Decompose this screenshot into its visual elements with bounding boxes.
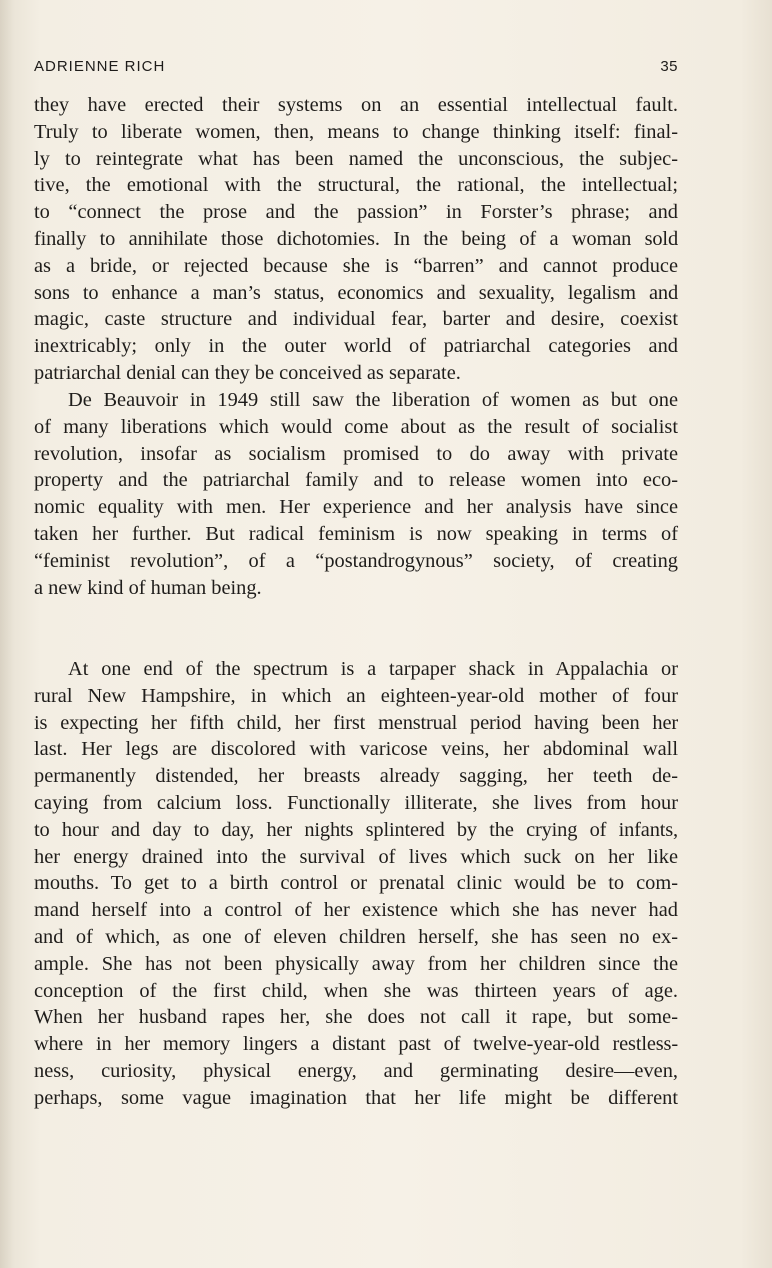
page-header [34,58,678,80]
text-line: to hour and day to day, her nights splintered by the crying of infants, [34,818,678,841]
text-line: mouths. To get to a birth control or prenatal clinic would be to com- [34,872,678,895]
text-line: inextricably; only in the outer world of patriarchal categories and [34,335,678,358]
text-line: permanently distended, her breasts already sagging, her teeth de- [34,765,678,788]
text-line: as a bride, or rejected because she is “barren” and cannot produce [34,254,678,277]
text-line: ly to reintegrate what has been named the unconscious, the subjec- [34,147,678,170]
text-line: finally to annihilate those dichotomies. In the being of a woman sold [34,227,678,250]
paragraph-3 [34,656,678,1112]
text-line: tive, the emotional with the structural, the rational, the intellectual; [34,174,678,197]
text-line: rural New Hampshire, in which an eighteen-year-old mother of four [34,684,678,707]
text-line: conception of the first child, when she was thirteen years of age. [34,979,678,1002]
text-line: sons to enhance a man’s status, economics and sexuality, legalism and [34,281,678,304]
text-line: At one end of the spectrum is a tarpaper shack in Appalachia or [68,658,678,680]
text-line: patriarchal denial can they be conceived as separate. [34,361,461,384]
text-line: magic, caste structure and individual fear, barter and desire, coexist [34,308,678,331]
text-line: caying from calcium loss. Functionally illiterate, she lives from hour [34,791,678,814]
text-line: her energy drained into the survival of lives which suck on her like [34,845,678,868]
text-line: revolution, insofar as socialism promised to do away with private [34,442,678,465]
text-line: “feminist revolution”, of a “postandrogynous” society, of creating [34,549,678,572]
text-line: taken her further. But radical feminism is now speaking in terms of [34,522,678,545]
text-line: is expecting her fifth child, her first menstrual period having been her [34,711,678,734]
text-line: Truly to liberate women, then, means to change thinking itself: final- [34,120,678,143]
text-line: When her husband rapes her, she does not call it rape, but some- [34,1006,678,1029]
paragraph-2 [34,387,678,601]
text-line: where in her memory lingers a distant past of twelve-year-old restless- [34,1033,678,1056]
text-line: ness, curiosity, physical energy, and germinating desire—even, [34,1059,678,1082]
paragraph-1 [34,92,678,387]
text-line: to “connect the prose and the passion” in Forster’s phrase; and [34,201,678,224]
text-line: a new kind of human being. [34,576,262,599]
text-line: ample. She has not been physically away from her children since the [34,952,678,975]
text-line: last. Her legs are discolored with varicose veins, her abdominal wall [34,738,678,761]
running-head: ADRIENNE RICH [34,58,166,75]
page-number: 35 [660,58,678,75]
text-line: of many liberations which would come about as the result of socialist [34,415,678,438]
text-line: De Beauvoir in 1949 still saw the liberation of women as but one [68,389,678,411]
text-line: perhaps, some vague imagination that her life might be different [34,1086,678,1109]
text-line: mand herself into a control of her existence which she has never had [34,899,678,922]
text-line: nomic equality with men. Her experience and her analysis have since [34,496,678,519]
text-line: they have erected their systems on an essential intellectual fault. [34,94,678,116]
text-line: property and the patriarchal family and to release women into eco- [34,469,678,492]
text-line: and of which, as one of eleven children herself, she has seen no ex- [34,925,678,948]
